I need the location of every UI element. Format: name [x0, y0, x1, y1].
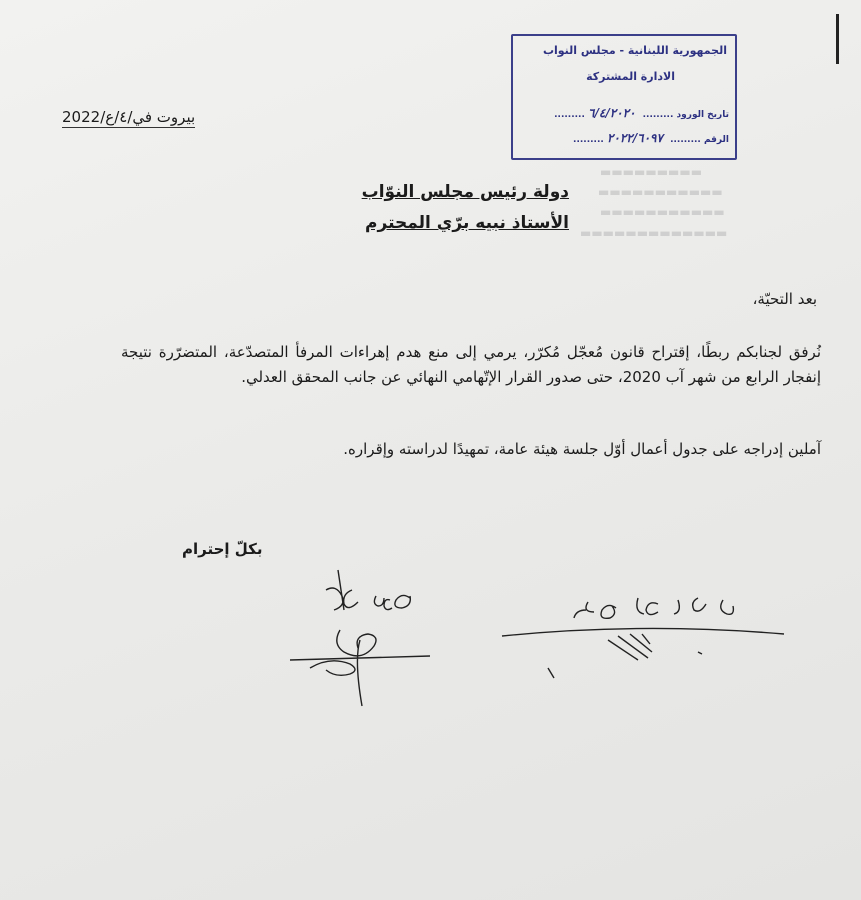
bleed-through: ▬▬▬▬▬▬▬▬▬▬▬	[598, 185, 723, 199]
stamp-number-value: ٢٠٢٢/٦٠٩٧	[606, 131, 663, 145]
stamp-line1: الجمهورية اللبنانية - مجلس النواب	[542, 44, 727, 57]
closing: بكلّ إحترام	[182, 540, 263, 558]
stamp-date-value: ٦/٤/٢٠٢٠	[588, 106, 636, 120]
stamp-line2: الادارة المشتركة	[586, 70, 675, 83]
signature-right	[498, 590, 788, 680]
addressee-line1: دولة رئيس مجلس النوّاب	[361, 182, 569, 202]
stamp-date-row: تاريخ الورود ......... ٦/٤/٢٠٢٠ .........	[554, 106, 729, 120]
stamp-date-label: تاريخ الورود	[676, 110, 729, 120]
bleed-through: ▬▬▬▬▬▬▬▬▬▬▬▬▬	[580, 226, 728, 240]
registry-stamp	[511, 34, 737, 160]
bleed-through: ▬▬▬▬▬▬▬▬▬	[600, 165, 703, 179]
date-line: بيروت في/٤/ع/2022	[62, 108, 196, 126]
signature-left	[280, 560, 450, 710]
paragraph-1: نُرفق لجنابكم ربطًا، إقتراح قانون مُعجّل مُكرّر، يرمي إلى منع هدم إهراءات المرفأ المتصدّعة، المتضرّرة نتيجة إنفجار الرابع من شهر آب 2020، حتى صدور القرار الإتّهامي النهائي عن جانب المحقق العدلي.	[121, 343, 821, 386]
paragraph-2: آملين إدراجه على جدول أعمال أوّل جلسة هيئة عامة، تمهيدًا لدراسته وإقراره.	[343, 440, 821, 458]
addressee-line2: الأستاذ نبيه برّي المحترم	[365, 213, 569, 233]
stamp-number-row: الرقم ......... ٢٠٢٢/٦٠٩٧ .........	[573, 131, 729, 145]
greeting: بعد التحيّة،	[752, 290, 817, 308]
margin-mark	[836, 14, 839, 64]
bleed-through: ▬▬▬▬▬▬▬▬▬▬▬	[600, 205, 725, 219]
stamp-number-label: الرقم	[703, 135, 729, 145]
